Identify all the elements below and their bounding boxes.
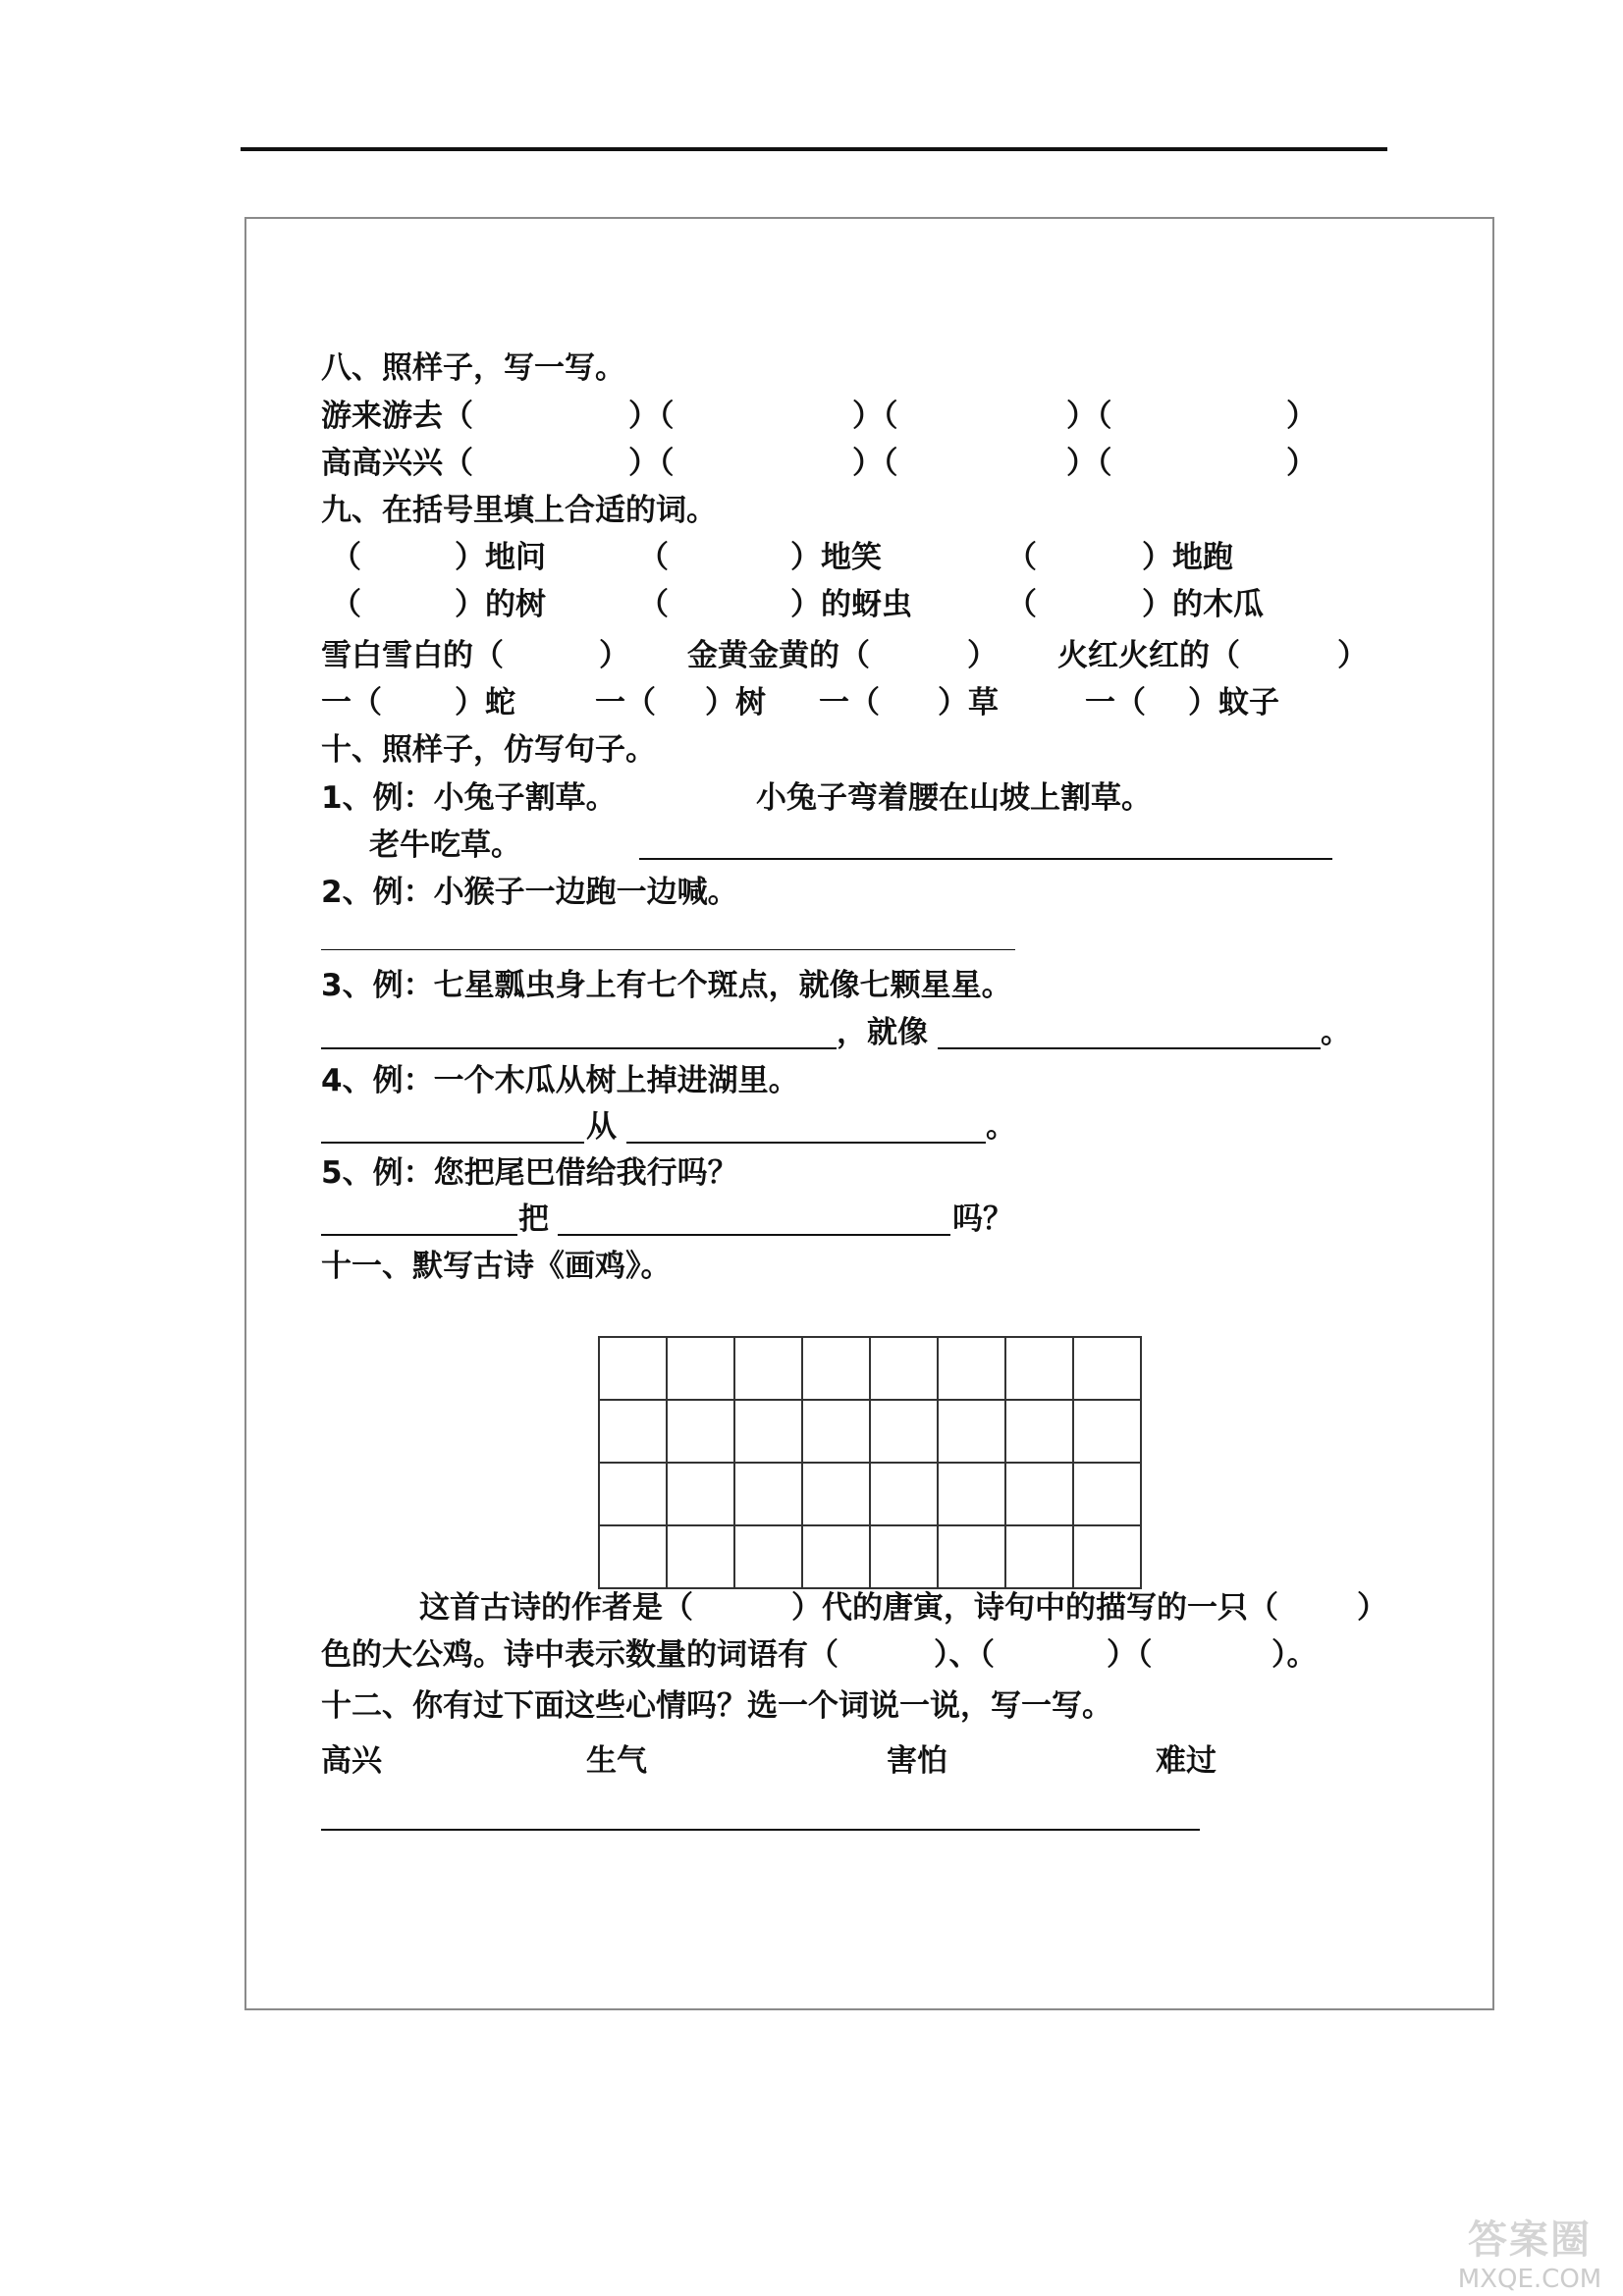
s9-r4: ）蚊子	[1188, 685, 1279, 721]
section-12-title: 十二、你有过下面这些心情吗？选一个词说一说，写一写。	[321, 1688, 1112, 1724]
s10-e3-end: 。	[1321, 1015, 1351, 1050]
s9-r3: ）	[599, 638, 629, 673]
grid-cell[interactable]	[870, 1337, 938, 1400]
s9-r4: ）蛇	[455, 685, 515, 721]
s10-e4-connector: 从	[586, 1109, 617, 1145]
grid-cell[interactable]	[1005, 1337, 1073, 1400]
watermark-url: MXQE.COM	[1457, 2265, 1602, 2294]
s10-example-1: 1、例：小兔子割草。	[321, 780, 617, 816]
grid-cell[interactable]	[667, 1337, 734, 1400]
s9-r1: ）地跑	[1142, 540, 1233, 575]
section-10-title: 十、照样子，仿写句子。	[321, 732, 656, 768]
grid-cell[interactable]	[667, 1463, 734, 1525]
grid-cell[interactable]	[938, 1400, 1005, 1463]
worksheet-frame	[244, 217, 1494, 2010]
s9-r4: ）草	[938, 685, 999, 721]
s10-example-5: 5、例：您把尾巴借给我行吗？	[321, 1155, 738, 1191]
grid-cell[interactable]	[1005, 1400, 1073, 1463]
grid-cell[interactable]	[802, 1400, 870, 1463]
s10-e5-end: 吗？	[952, 1201, 1013, 1237]
grid-cell[interactable]	[734, 1337, 802, 1400]
grid-cell[interactable]	[1073, 1400, 1141, 1463]
s10-e4-end: 。	[986, 1109, 1016, 1145]
s8-row1-paren: ）（	[628, 399, 675, 434]
s10-example-1-model: 小兔子弯着腰在山坡上割草。	[756, 780, 1152, 816]
s9-r3: 雪白雪白的（	[321, 638, 504, 673]
s9-r3: 火红火红的（	[1057, 638, 1240, 673]
s10-example-1-prompt: 老牛吃草。	[369, 828, 521, 863]
s10-example-4: 4、例：一个木瓜从树上掉进湖里。	[321, 1063, 799, 1098]
s8-row1-lead: 游来游去（	[321, 399, 473, 434]
grid-cell[interactable]	[802, 1463, 870, 1525]
s9-r3: 金黄金黄的（	[687, 638, 870, 673]
answer-line[interactable]	[558, 1234, 950, 1236]
section-9-title: 九、在括号里填上合适的词。	[321, 493, 717, 528]
s8-row2-lead: 高高兴兴（	[321, 446, 473, 481]
s10-example-2: 2、例：小猴子一边跑一边喊。	[321, 875, 738, 910]
grid-cell[interactable]	[734, 1525, 802, 1588]
s8-row2-paren: ）（	[852, 446, 898, 481]
s9-r2: ）的树	[455, 587, 546, 622]
poem-writing-grid[interactable]	[598, 1336, 1142, 1589]
s9-r4: 一（	[321, 685, 382, 721]
grid-cell[interactable]	[1073, 1525, 1141, 1588]
s11-question-part: ）（	[1107, 1637, 1153, 1673]
s11-question-part: ）代的唐寅，诗句中的描写的一只（	[791, 1590, 1278, 1626]
answer-line[interactable]	[321, 1142, 584, 1144]
grid-cell[interactable]	[938, 1463, 1005, 1525]
s9-r1: （	[638, 540, 669, 575]
s8-row1-paren: ）（	[1066, 399, 1112, 434]
s11-question-part: 色的大公鸡。诗中表示数量的词语有（	[321, 1637, 839, 1673]
s9-r2: ）的木瓜	[1142, 587, 1264, 622]
section-8-title: 八、照样子，写一写。	[321, 350, 625, 386]
s10-e3-connector: ，就像	[837, 1015, 928, 1050]
grid-cell[interactable]	[1073, 1463, 1141, 1525]
answer-line[interactable]	[639, 858, 1332, 860]
grid-cell[interactable]	[802, 1337, 870, 1400]
mood-word: 生气	[586, 1743, 647, 1779]
s9-r4: 一（	[819, 685, 880, 721]
section-11-title: 十一、默写古诗《画鸡》。	[321, 1249, 672, 1284]
s9-r3: ）	[967, 638, 998, 673]
s9-r2: （	[1006, 587, 1037, 622]
grid-cell[interactable]	[734, 1463, 802, 1525]
grid-cell[interactable]	[870, 1525, 938, 1588]
answer-line[interactable]	[626, 1142, 986, 1144]
s10-e5-connector: 把	[518, 1201, 549, 1237]
s9-r4: 一（	[595, 685, 656, 721]
grid-cell[interactable]	[1005, 1463, 1073, 1525]
grid-cell[interactable]	[802, 1525, 870, 1588]
grid-cell[interactable]	[870, 1463, 938, 1525]
s9-r2: ）的蚜虫	[790, 587, 912, 622]
s11-question-part: ）、（	[934, 1637, 995, 1673]
answer-line[interactable]	[321, 1234, 517, 1236]
s9-r2: （	[331, 587, 361, 622]
s8-row2-paren: ）（	[628, 446, 675, 481]
answer-line[interactable]	[321, 949, 1015, 950]
mood-word: 害怕	[887, 1743, 947, 1779]
grid-cell[interactable]	[667, 1400, 734, 1463]
watermark	[1451, 2209, 1608, 2294]
grid-cell[interactable]	[938, 1525, 1005, 1588]
header-rule	[241, 147, 1387, 151]
answer-line[interactable]	[321, 1047, 837, 1049]
s9-r1: ）地笑	[790, 540, 882, 575]
mood-word: 难过	[1156, 1743, 1217, 1779]
grid-cell[interactable]	[599, 1400, 667, 1463]
s9-r3: ）	[1337, 638, 1368, 673]
s9-r1: （	[331, 540, 361, 575]
s8-row1-paren: ）（	[852, 399, 898, 434]
s10-example-3: 3、例：七星瓢虫身上有七个斑点，就像七颗星星。	[321, 968, 1012, 1003]
grid-cell[interactable]	[599, 1463, 667, 1525]
grid-cell[interactable]	[870, 1400, 938, 1463]
grid-cell[interactable]	[1005, 1525, 1073, 1588]
s11-question-part: ）。	[1271, 1637, 1318, 1673]
watermark-logo: 答案圈	[1468, 2217, 1592, 2263]
s11-question-part: ）	[1357, 1590, 1387, 1626]
grid-cell[interactable]	[667, 1525, 734, 1588]
s9-r4: 一（	[1085, 685, 1146, 721]
answer-line[interactable]	[321, 1829, 1200, 1831]
mood-word: 高兴	[321, 1743, 382, 1779]
s9-r4: ）树	[705, 685, 766, 721]
grid-cell[interactable]	[938, 1337, 1005, 1400]
answer-line[interactable]	[938, 1047, 1321, 1049]
s8-row2-paren: ）	[1286, 446, 1317, 481]
grid-cell[interactable]	[599, 1337, 667, 1400]
s8-row2-paren: ）（	[1066, 446, 1112, 481]
s9-r1: ）地问	[455, 540, 546, 575]
s8-row1-paren: ）	[1286, 399, 1317, 434]
s9-r2: （	[638, 587, 669, 622]
grid-cell[interactable]	[1073, 1337, 1141, 1400]
grid-cell[interactable]	[599, 1525, 667, 1588]
s11-question-part: 这首古诗的作者是（	[419, 1590, 693, 1626]
grid-cell[interactable]	[734, 1400, 802, 1463]
s9-r1: （	[1006, 540, 1037, 575]
